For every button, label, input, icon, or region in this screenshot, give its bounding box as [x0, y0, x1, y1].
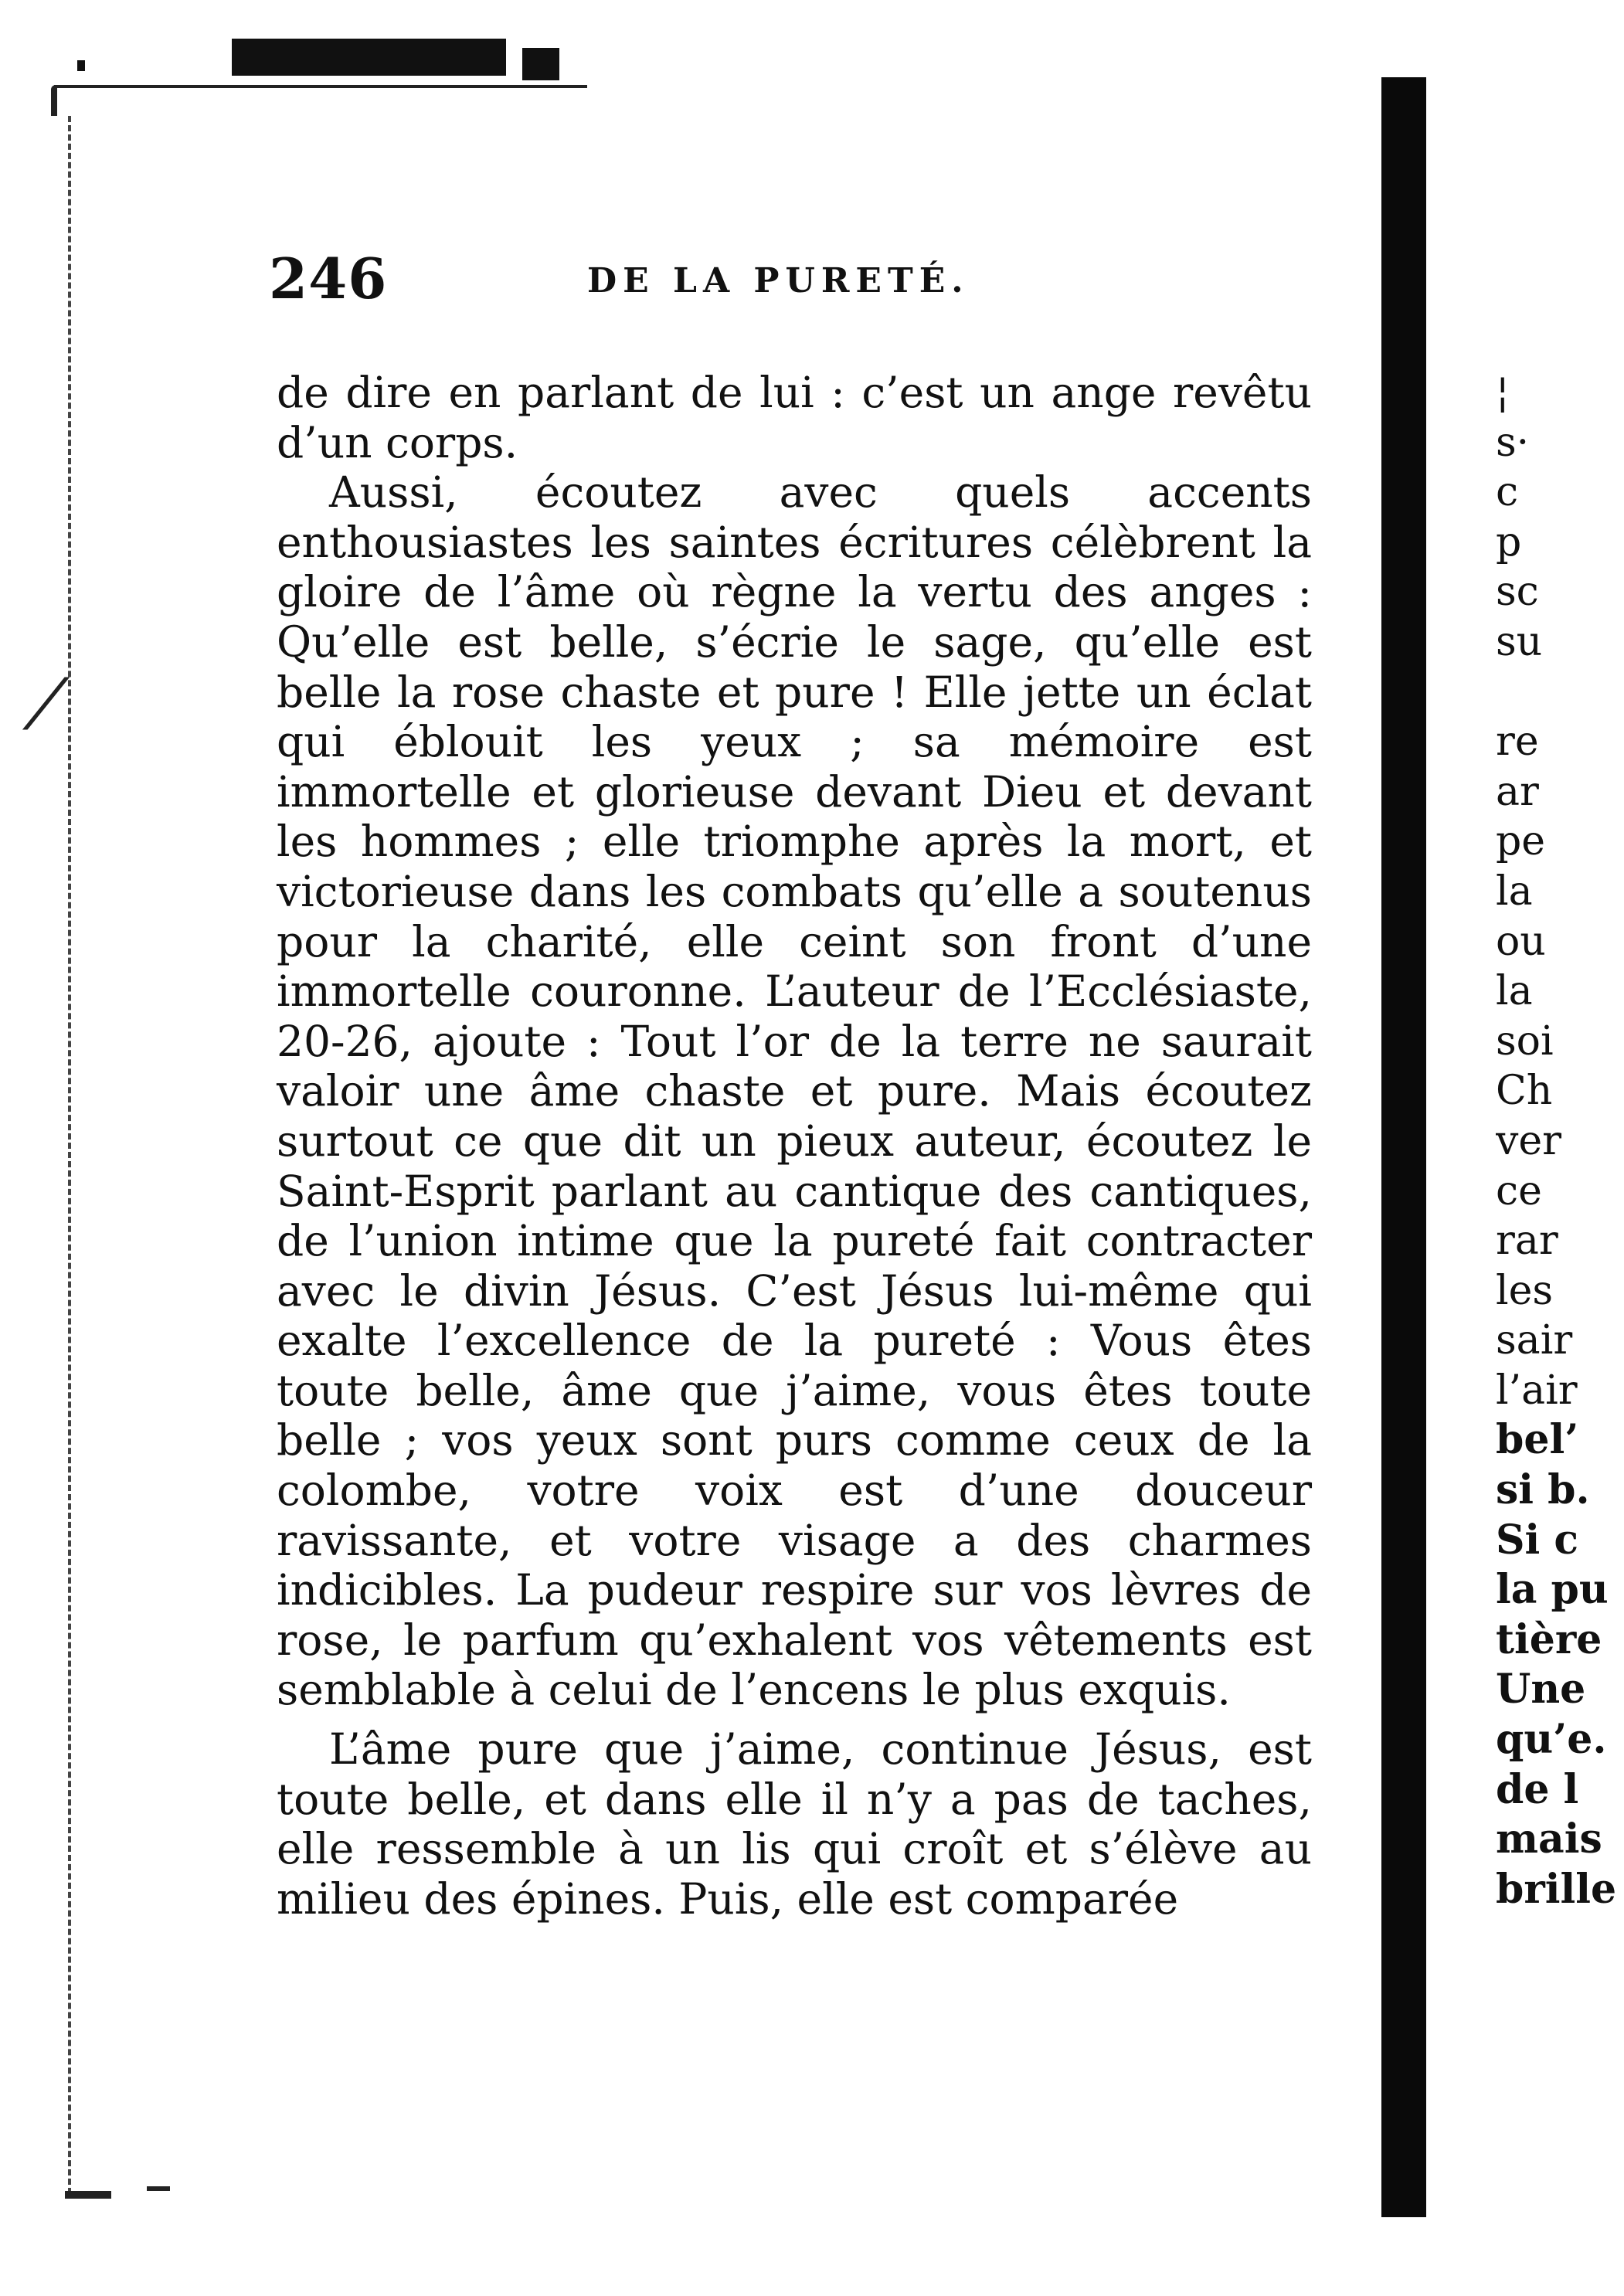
- scan-redaction-bar: [232, 39, 506, 76]
- binding-gutter-shadow: [1381, 77, 1426, 2217]
- adjacent-line: sair: [1496, 1317, 1573, 1364]
- adjacent-line: rar: [1496, 1218, 1558, 1265]
- adjacent-line: ver: [1496, 1117, 1562, 1164]
- adjacent-line: l’air: [1496, 1367, 1578, 1414]
- adjacent-line: Une: [1496, 1666, 1586, 1714]
- adjacent-line: sc: [1496, 569, 1539, 616]
- adjacent-line: soi: [1496, 1017, 1554, 1065]
- adjacent-line: la: [1496, 868, 1533, 915]
- adjacent-line: su: [1496, 618, 1543, 665]
- adjacent-line: re: [1496, 718, 1539, 766]
- paragraph: L’âme pure que j’aime, continue Jésus, est toute belle, et dans elle il n’y a pas de taches, elle ressemble à un lis qui croît et s’élève au milieu des épines. Puis, elle est comparée: [277, 1724, 1312, 1924]
- margin-pen-mark-icon: ⁄: [40, 664, 53, 746]
- adjacent-line: de l: [1496, 1765, 1579, 1813]
- scan-redaction-block: [522, 48, 559, 80]
- body-text: [277, 368, 1312, 1924]
- adjacent-line: bel’: [1496, 1416, 1579, 1464]
- adjacent-line: [1496, 667, 1624, 718]
- page-frame-left: [68, 116, 71, 2194]
- adjacent-line: ou: [1496, 918, 1546, 965]
- adjacent-page-fragment: [1496, 368, 1624, 1914]
- adjacent-line: c: [1496, 469, 1519, 516]
- adjacent-line: si b.: [1496, 1466, 1590, 1514]
- adjacent-line: pe: [1496, 818, 1546, 865]
- scan-mark: [77, 60, 85, 71]
- paragraph: Aussi, écoutez avec quels accents enthousiastes les saintes écritures célèbrent la gloire de l’âme où règne la vertu des anges : Qu’elle est belle, s’écrie le sage, qu’elle est belle la rose chaste et pure ! Elle jette un éclat qui éblouit les yeux ; sa mémoire est immortelle et glorieuse devant Dieu et devant les hommes ; elle triomphe après la mort, et victorieuse dans les combats qu’elle a soutenus pour la charité, elle ceint son front d’une immortelle couronne. L’auteur de l’Ecclésiaste, 20-26, ajoute : Tout l’or de la terre ne saurait valoir une âme chaste et pure. Mais écoutez surtout ce que dit un pieux auteur, écoutez le Saint-Esprit parlant au cantique des cantiques, de l’union intime que la pureté fait contracter avec le divin Jésus. C’est Jésus lui-même qui exalte l’excellence de la pureté : Vous êtes toute belle, âme que j’aime, vous êtes toute belle ; vos yeux sont purs comme ceux de la colombe, votre voix est d’une douceur ravissante, et votre visage a des charmes indicibles. La pudeur respire sur vos lèvres de rose, le parfum qu’exhalent vos vêtements est semblable à celui de l’encens le plus exquis.: [277, 467, 1312, 1715]
- page-frame-top: [54, 85, 587, 88]
- adjacent-line: s·: [1496, 419, 1530, 466]
- running-title: DE LA PURETÉ.: [587, 261, 970, 301]
- adjacent-line: mais: [1496, 1815, 1602, 1863]
- adjacent-line: ce: [1496, 1167, 1542, 1214]
- adjacent-line: brille: [1496, 1865, 1617, 1913]
- adjacent-line: tière: [1496, 1615, 1602, 1663]
- adjacent-line: ar: [1496, 768, 1539, 815]
- adjacent-line: Ch: [1496, 1068, 1553, 1115]
- adjacent-line: ¦: [1496, 369, 1510, 416]
- adjacent-line: Si c: [1496, 1516, 1579, 1564]
- paragraph: de dire en parlant de lui : c’est un ange revêtu d’un corps.: [277, 368, 1312, 467]
- page-frame-bottom: [65, 2191, 111, 2199]
- page-frame-corner: [51, 85, 57, 116]
- adjacent-line: les: [1496, 1267, 1554, 1314]
- page-number: 246: [269, 246, 388, 311]
- scan-mark: [147, 2186, 170, 2191]
- adjacent-line: la: [1496, 968, 1533, 1015]
- adjacent-line: la pu: [1496, 1566, 1609, 1614]
- adjacent-line: qu’e.: [1496, 1716, 1607, 1764]
- adjacent-line: p: [1496, 518, 1522, 566]
